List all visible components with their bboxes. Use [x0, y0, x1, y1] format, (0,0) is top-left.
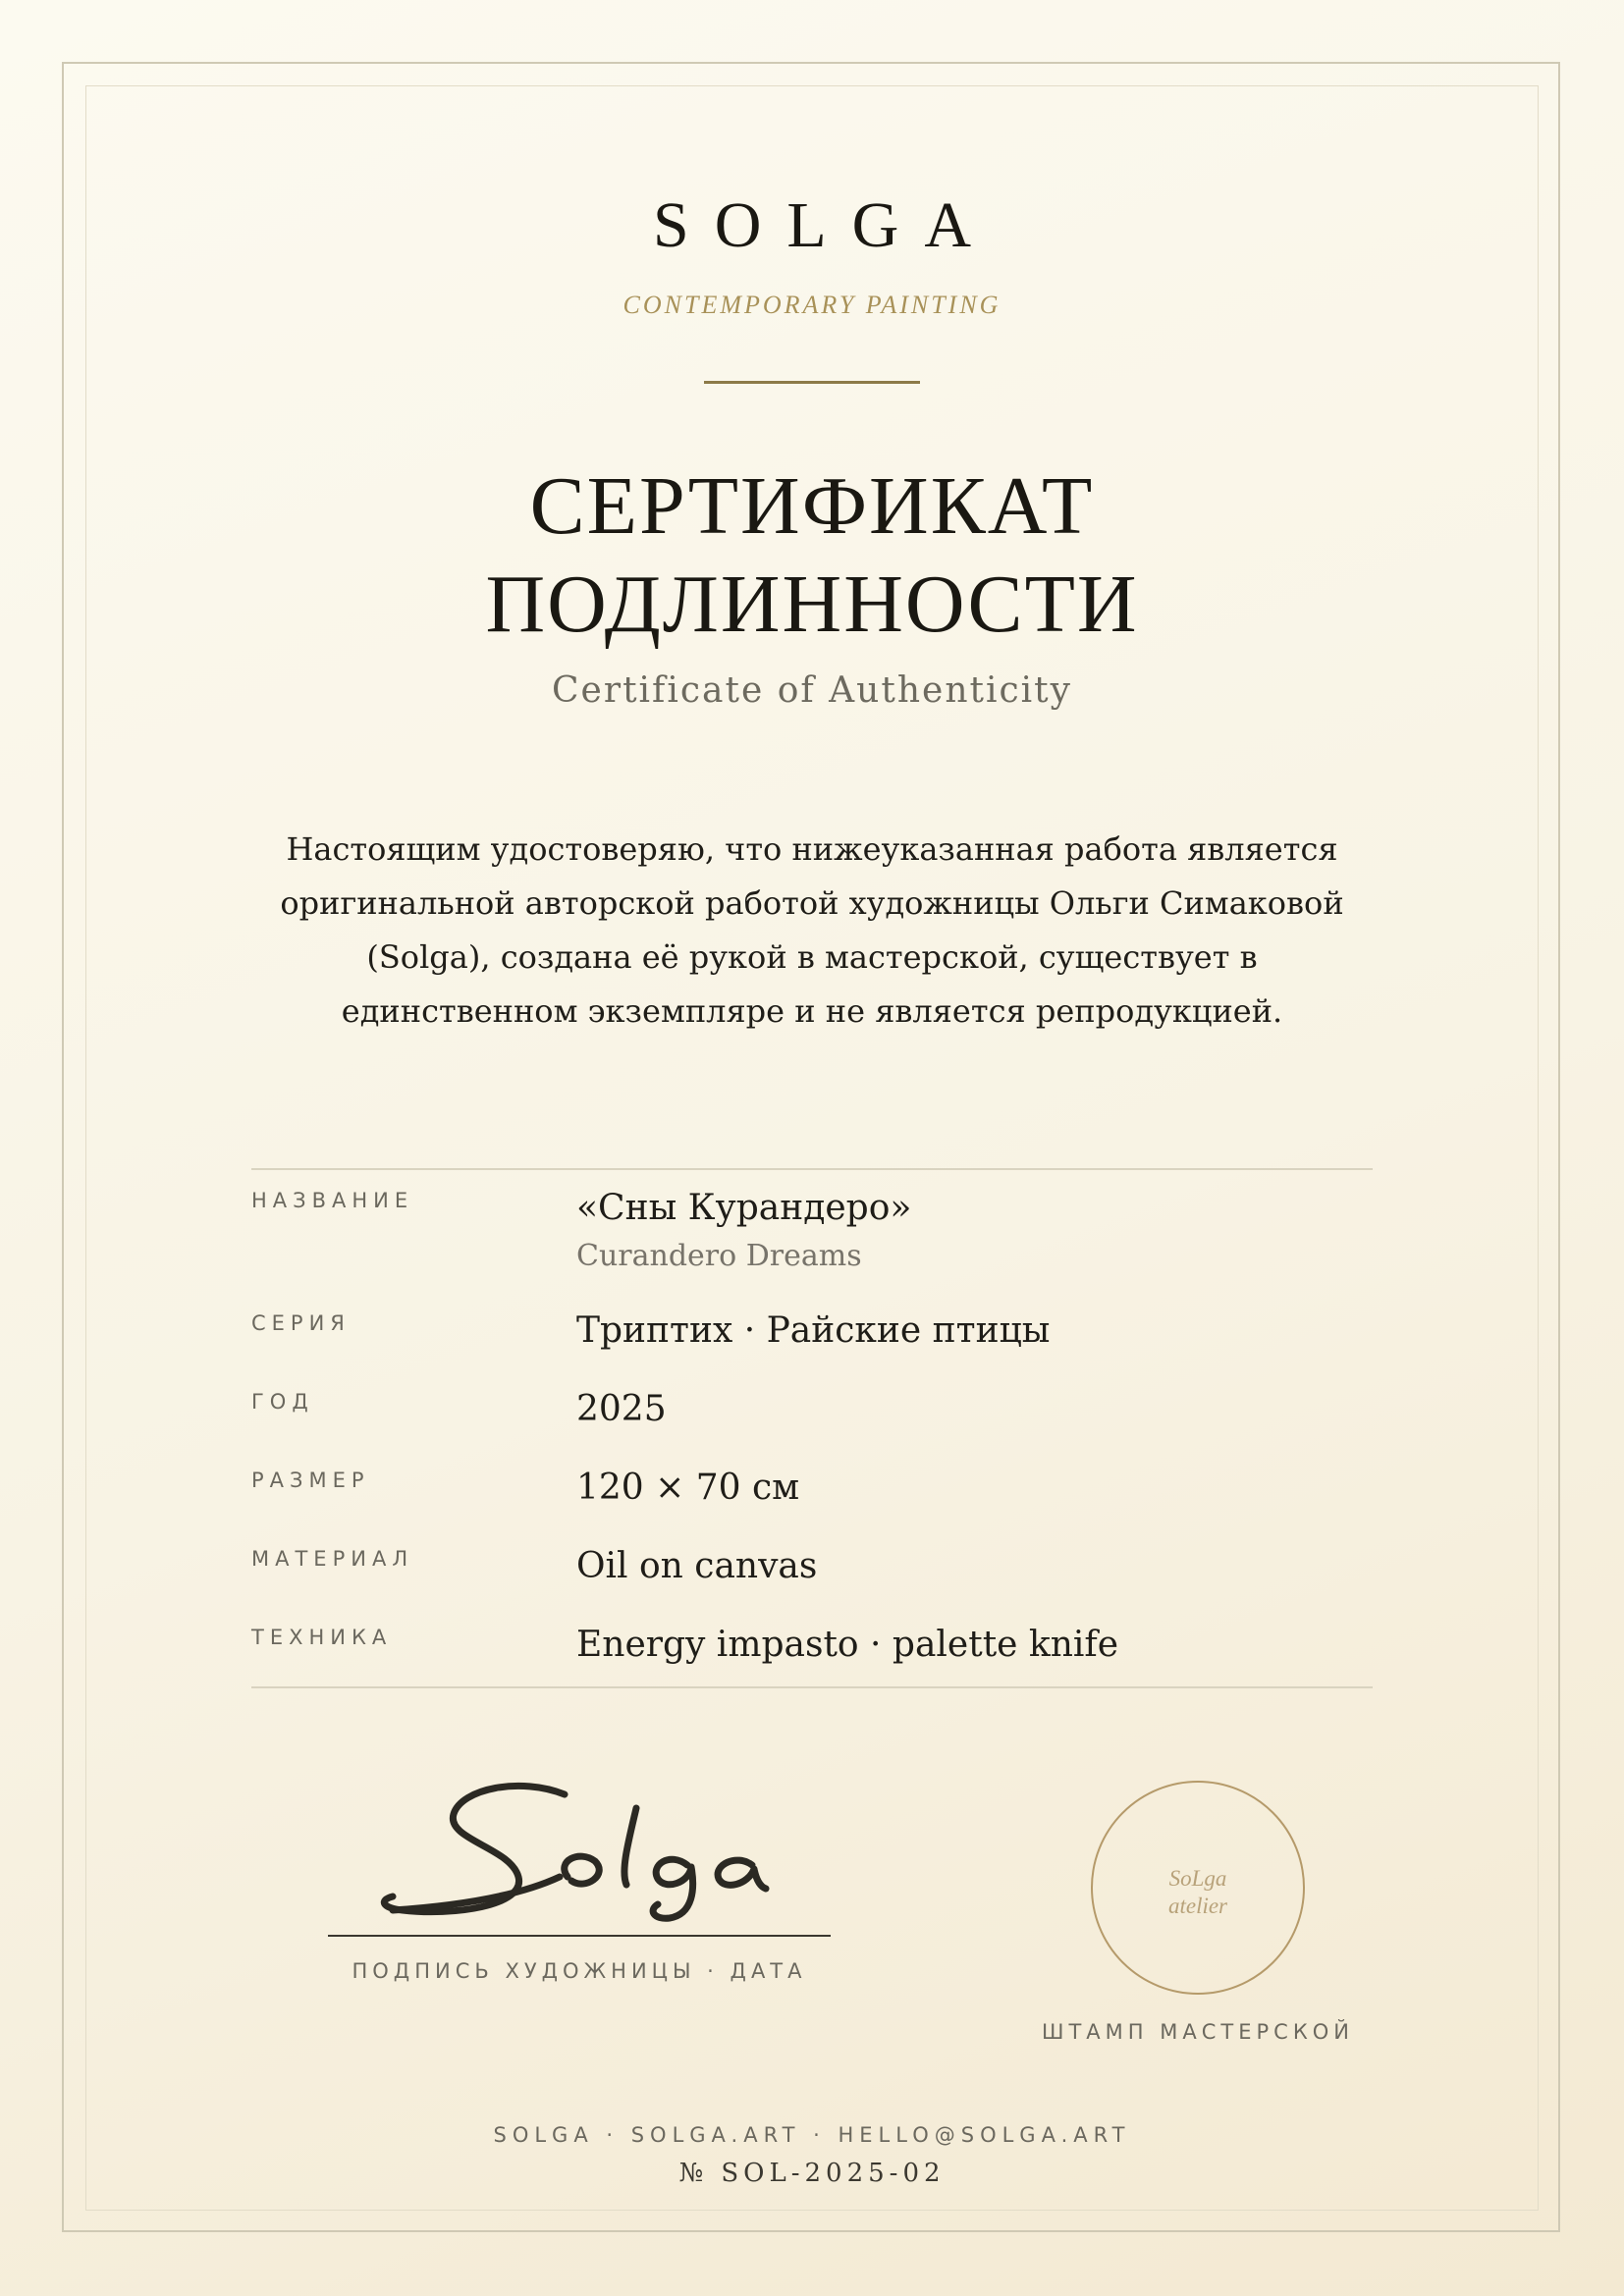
certificate-serial-number: № SOL-2025-02 — [678, 2159, 946, 2188]
detail-value-title-english: Curandero Dreams — [576, 1239, 862, 1273]
detail-value-material: Oil on canvas — [576, 1546, 818, 1586]
detail-value-year: 2025 — [576, 1389, 667, 1429]
brand-subtitle: CONTEMPORARY PAINTING — [623, 291, 1001, 319]
authenticity-statement: Настоящим удостоверяю, что нижеуказанная работа является оригинальной авторской работой художницы Ольги Симаковой (Solga), создана её рукой в мастерской, существует в единственном экземпляре и не является репродукцией. — [280, 830, 1344, 1030]
detail-label-technique: ТЕХНИКА — [251, 1626, 393, 1649]
detail-value-series: Триптих · Райские птицы — [576, 1310, 1051, 1351]
title-line-2: ПОДЛИННОСТИ — [485, 559, 1139, 650]
stamp-text — [1091, 1865, 1305, 1920]
stamp-caption: ШТАМП МАСТЕРСКОЙ — [1042, 2020, 1354, 2044]
stamp-text-line-2: atelier — [1167, 1894, 1228, 1918]
details-top-divider — [251, 1168, 1373, 1170]
detail-label-title: НАЗВАНИЕ — [251, 1189, 414, 1212]
footer-contacts: SOLGA · SOLGA.ART · HELLO@SOLGA.ART — [493, 2123, 1131, 2147]
detail-label-series: СЕРИЯ — [251, 1311, 351, 1335]
brand-name: SOLGA — [652, 189, 997, 261]
detail-value-title: «Сны Курандеро» — [576, 1188, 912, 1228]
detail-label-year: ГОД — [251, 1390, 314, 1414]
artist-signature — [363, 1767, 815, 1944]
certificate-title — [0, 457, 1624, 654]
detail-value-size: 120 × 70 см — [576, 1468, 800, 1508]
signature-caption: ПОДПИСЬ ХУДОЖНИЦЫ · ДАТА — [352, 1959, 807, 1983]
detail-label-size: РАЗМЕР — [251, 1468, 370, 1492]
detail-label-material: МАТЕРИАЛ — [251, 1547, 414, 1571]
certificate-title-english: Certificate of Authenticity — [552, 670, 1072, 711]
detail-value-technique: Energy impasto · palette knife — [576, 1625, 1119, 1665]
details-bottom-divider — [251, 1686, 1373, 1688]
decorative-rule — [704, 381, 920, 384]
signature-line — [328, 1935, 831, 1937]
title-line-1: СЕРТИФИКАТ — [529, 460, 1095, 552]
stamp-text-line-1: SoLga — [1168, 1866, 1227, 1891]
